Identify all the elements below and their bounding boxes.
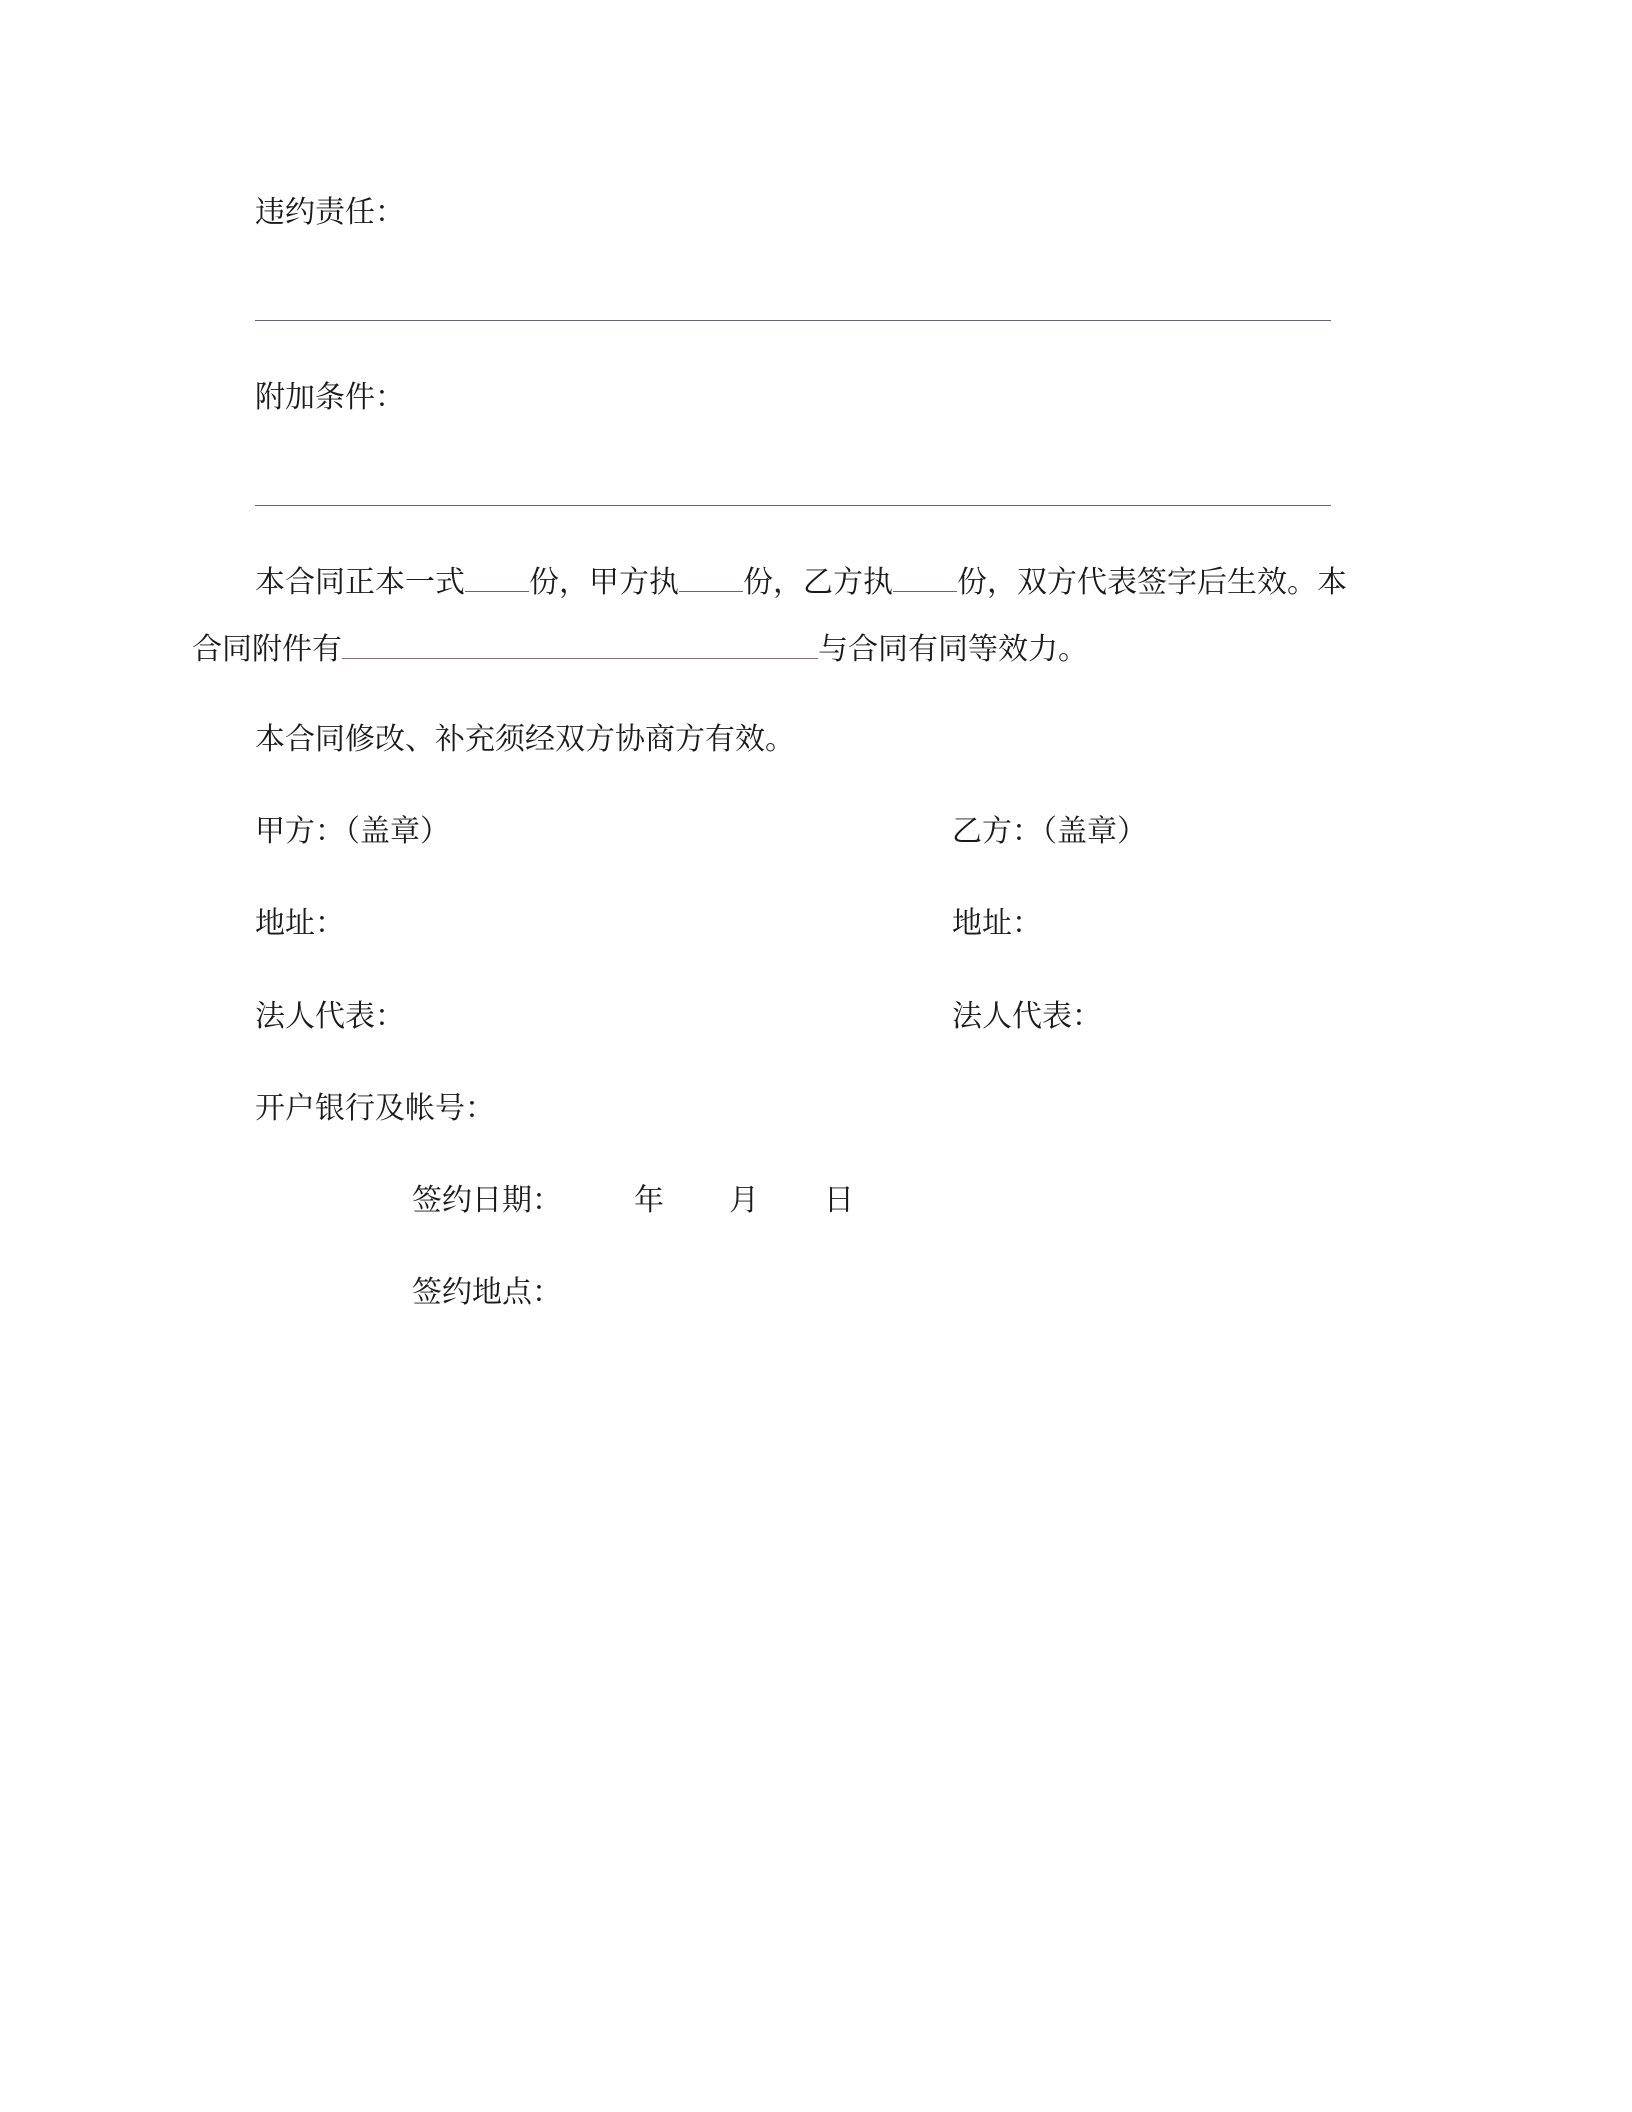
party-a-legal-rep-label: 法人代表： [255, 999, 405, 1034]
breach-label: 违约责任： [255, 195, 405, 230]
modification-clause: 本合同修改、补充须经双方协商方有效。 [255, 722, 795, 757]
party-a-bank-account-label: 开户银行及帐号： [255, 1091, 495, 1126]
party-a-seal-label: 甲方：（盖章） [255, 814, 450, 849]
signing-year-label: 年 [634, 1183, 664, 1218]
total-copies-blank[interactable] [465, 565, 529, 592]
signing-day-label: 日 [824, 1183, 854, 1218]
party-b-copies-blank[interactable] [893, 565, 957, 592]
copies-text-5: 合同附件有 [192, 632, 342, 667]
signing-place-label: 签约地点： [412, 1275, 562, 1310]
copies-paragraph-line1 [255, 563, 1347, 603]
copies-text-2: 份，甲方执 [529, 565, 679, 600]
party-b-address-label: 地址： [952, 906, 1042, 941]
additional-terms-label: 附加条件： [255, 380, 405, 415]
copies-text-1: 本合同正本一式 [255, 565, 465, 600]
attachments-blank[interactable] [342, 632, 818, 659]
copies-text-4: 份，双方代表签字后生效。本 [957, 565, 1347, 600]
party-b-legal-rep-label: 法人代表： [952, 999, 1102, 1034]
copies-paragraph-line2 [192, 630, 1088, 670]
copies-text-6: 与合同有同等效力。 [818, 632, 1088, 667]
copies-text-3: 份，乙方执 [743, 565, 893, 600]
party-a-address-label: 地址： [255, 906, 345, 941]
additional-terms-fill-line[interactable] [255, 505, 1331, 506]
party-b-seal-label: 乙方：（盖章） [952, 814, 1147, 849]
signing-date-label: 签约日期： [412, 1183, 562, 1218]
party-a-copies-blank[interactable] [679, 565, 743, 592]
breach-fill-line[interactable] [255, 320, 1331, 321]
signing-month-label: 月 [729, 1183, 759, 1218]
